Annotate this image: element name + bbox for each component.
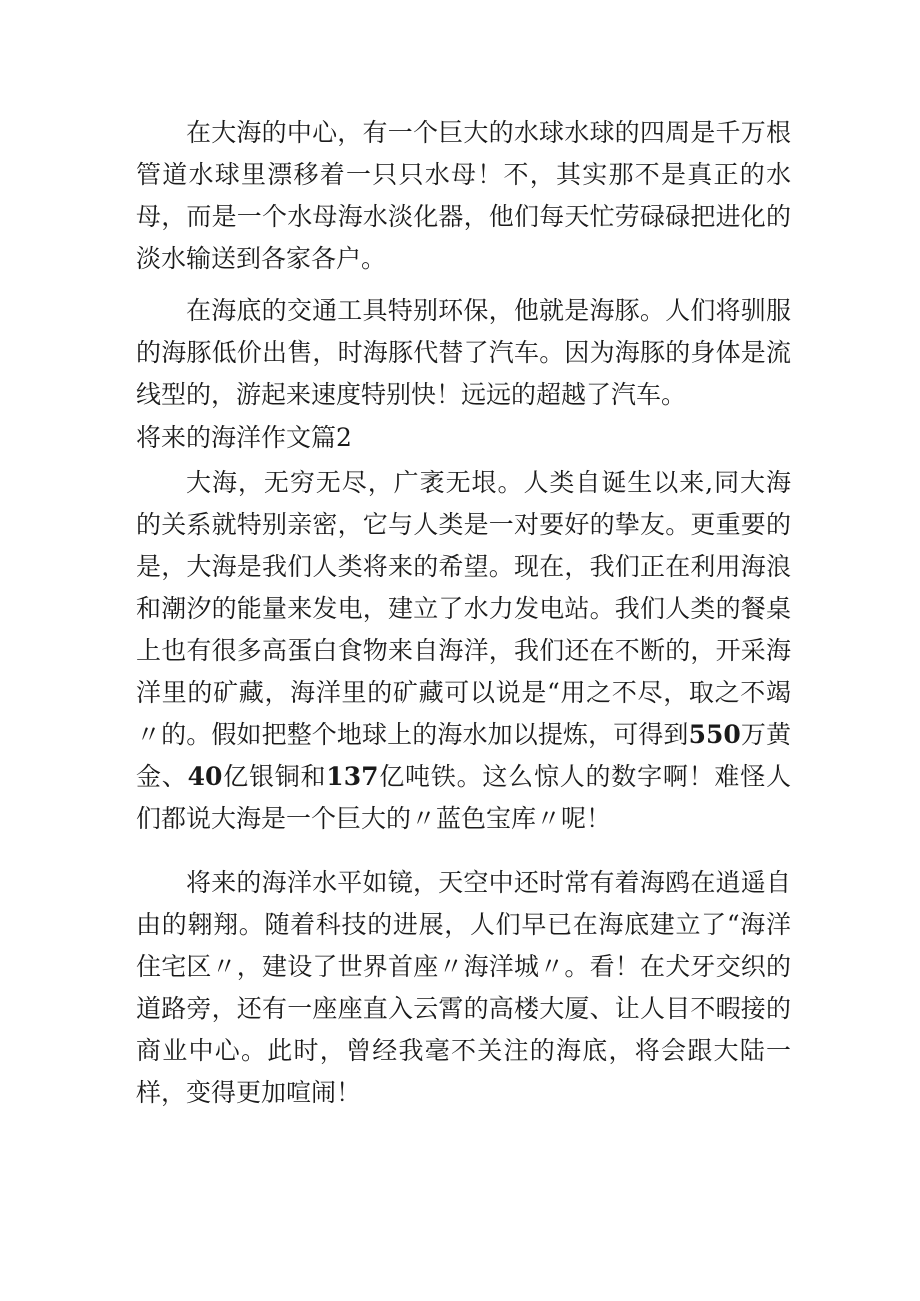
paragraph-dolphin-transport: 在海底的交通工具特别环保，他就是海豚。人们将驯服的海豚低价出售，时海豚代替了汽车。因为海豚的身体是流线型的，游起来速度特别快！远远的超越了汽车。 [136,296,791,409]
paragraph-ocean-treasure [136,462,791,840]
paragraph-ocean-treasure-text-1: 大海，无穷无尽，广袤无垠。人类自诞生以来,同大海的关系就特别亲密，它与人类是一对要好的挚友。更重要的是，大海是我们人类将来的希望。现在，我们正在利用海浪和潮汐的能量来发电，建立了水力发电站。我们人类的餐桌上也有很多高蛋白食物来自海洋，我们还在不断的，开采海洋里的矿藏，海洋里的矿藏可以说是“用之不尽，取之不竭〃的。假如把整个地球上的海水加以提炼，可得到 [136,468,791,749]
document-body [136,112,791,1114]
section-heading: 将来的海洋作文篇2 [136,423,352,452]
number-gold: 550 [688,720,741,749]
number-iron: 137 [326,762,379,791]
paragraph-ocean-treasure-text-4: 亿吨铁。这么惊人的数字啊！难怪人们都说大海是一个巨大的〃蓝色宝库〃呢！ [136,762,791,833]
number-silver-copper: 40 [187,762,223,791]
paragraph-water-ball: 在大海的中心，有一个巨大的水球水球的四周是千万根管道水球里漂移着一只只水母！不，其实那不是真正的水母，而是一个水母海水淡化器，他们每天忙劳碌碌把进化的淡水输送到各家各户。 [136,118,791,273]
paragraph-ocean-treasure-text-3: 亿银铜和 [222,762,327,791]
paragraph-ocean-treasure-text-2: 万黄金、 [136,720,791,791]
paragraph-ocean-city: 将来的海洋水平如镜，天空中还时常有着海鸥在逍遥自由的翱翔。随着科技的进展，人们早已在海底建立了“海洋住宅区〃，建设了世界首座〃海洋城〃。看！在犬牙交织的道路旁，还有一座座直入云霄的高楼大厦、让人目不暇接的商业中心。此时，曾经我毫不关注的海底，将会跟大陆一样，变得更加喧闹！ [136,868,791,1107]
